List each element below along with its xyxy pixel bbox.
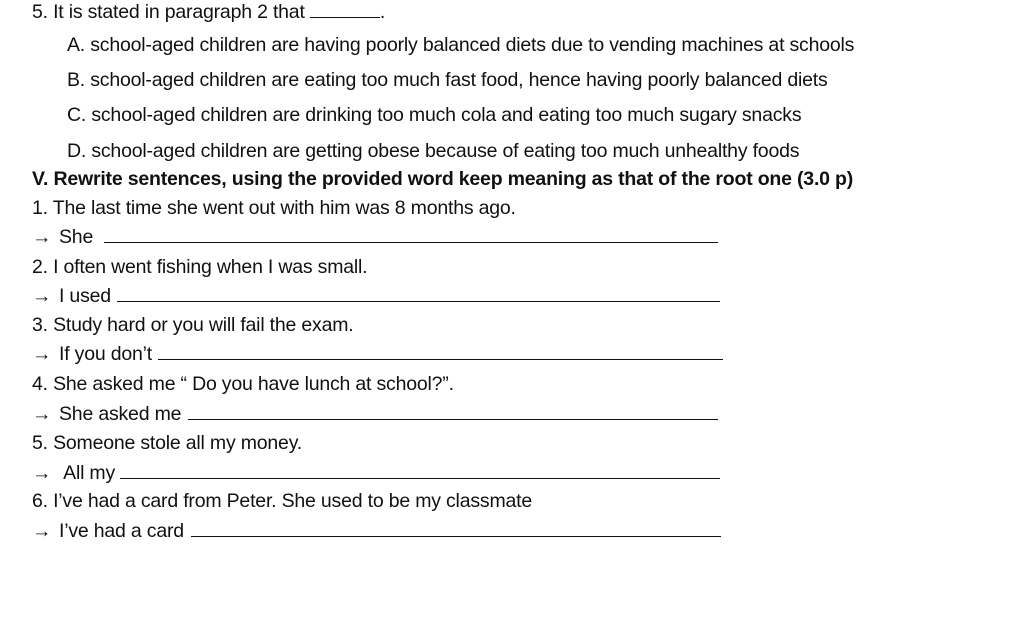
question-5-option-b: B. school-aged children are eating too much fast food, hence having poorly balanced diets <box>67 69 828 91</box>
rewrite-item-5-blank <box>120 462 720 479</box>
rewrite-item-1-prompt: She <box>59 226 94 248</box>
arrow-icon: → <box>32 343 52 365</box>
rewrite-item-5-prompt: All my <box>59 462 116 484</box>
rewrite-item-2-prompt: I used <box>59 285 111 307</box>
rewrite-item-3-answer <box>32 343 723 365</box>
rewrite-item-1-sentence: 1. The last time she went out with him was 8 months ago. <box>32 197 516 219</box>
rewrite-item-2-sentence: 2. I often went fishing when I was small. <box>32 256 368 278</box>
question-5-stem-end: . <box>379 1 386 23</box>
rewrite-item-1-answer <box>32 226 718 248</box>
rewrite-item-1-blank <box>104 226 718 243</box>
rewrite-item-2-answer <box>32 285 720 307</box>
rewrite-item-6-prompt: I’ve had a card <box>59 520 184 542</box>
section-v-heading: V. Rewrite sentences, using the provided word keep meaning as that of the root one (3.0 p) <box>32 168 854 190</box>
arrow-icon: → <box>32 226 52 248</box>
rewrite-item-3-prompt: If you don’t <box>59 343 152 365</box>
rewrite-item-4-sentence: 4. She asked me “ Do you have lunch at school?”. <box>32 373 454 395</box>
rewrite-item-3-blank <box>158 343 723 360</box>
arrow-icon: → <box>32 285 52 307</box>
rewrite-item-6-blank <box>191 520 721 537</box>
rewrite-item-4-answer <box>32 403 718 425</box>
question-5-stem-text: 5. It is stated in paragraph 2 that <box>32 1 310 23</box>
arrow-icon: → <box>32 403 52 425</box>
question-5-option-c: C. school-aged children are drinking too much cola and eating too much sugary snacks <box>67 104 802 126</box>
rewrite-item-4-prompt: She asked me <box>59 403 182 425</box>
question-5-option-a: A. school-aged children are having poorly balanced diets due to vending machines at schools <box>67 34 855 56</box>
rewrite-item-6-answer <box>32 520 721 542</box>
question-5-option-d: D. school-aged children are getting obese because of eating too much unhealthy foods <box>67 140 800 162</box>
rewrite-item-6-sentence: 6. I’ve had a card from Peter. She used to be my classmate <box>32 490 532 512</box>
rewrite-item-5-sentence: 5. Someone stole all my money. <box>32 432 303 454</box>
rewrite-item-5-answer <box>32 462 720 484</box>
rewrite-item-4-blank <box>188 403 718 420</box>
question-5-blank <box>310 0 380 18</box>
question-5-stem <box>32 0 385 23</box>
arrow-icon: → <box>32 462 52 484</box>
rewrite-item-3-sentence: 3. Study hard or you will fail the exam. <box>32 314 354 336</box>
arrow-icon: → <box>32 520 52 542</box>
rewrite-item-2-blank <box>117 285 720 302</box>
